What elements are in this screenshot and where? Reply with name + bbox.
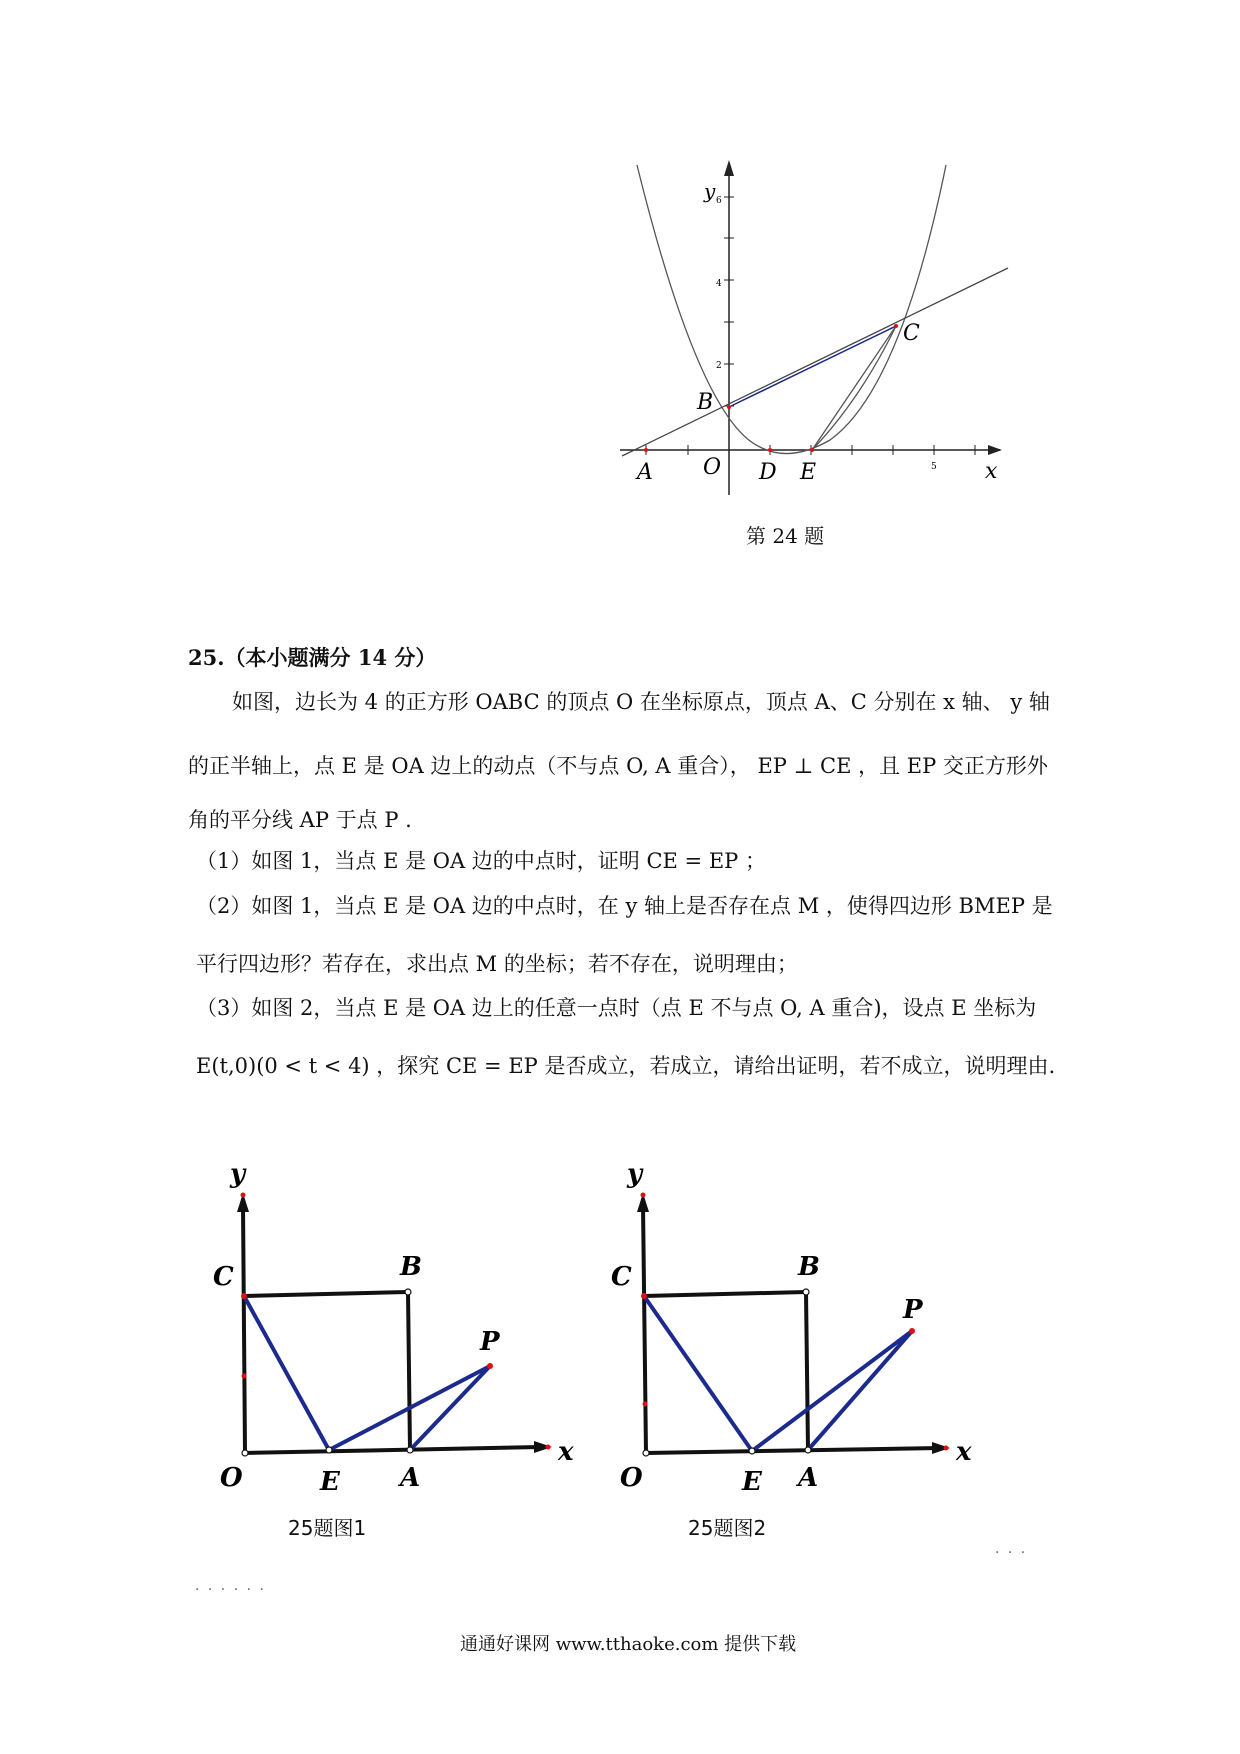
x-axis-label: x xyxy=(558,1437,574,1467)
label-b: B xyxy=(798,1252,820,1282)
problem-line-6: 平行四边形？若存在，求出点 M 的坐标；若不存在，说明理由； xyxy=(196,952,798,976)
label-a: A xyxy=(400,1463,421,1493)
segment-ap xyxy=(808,1331,912,1450)
label-c: C xyxy=(611,1262,632,1292)
label-p: P xyxy=(480,1327,500,1357)
figure-25-1 xyxy=(200,1140,580,1500)
problem-line-3: 角的平分线 AP 于点 P . xyxy=(188,808,412,832)
problem-line-7: （3）如图 2，当点 E 是 OA 边上的任意一点时（点 E 不与点 O, A 重合)，设点 E 坐标为 xyxy=(196,996,1037,1020)
x-axis-arrow xyxy=(988,445,1002,455)
square-top xyxy=(244,1292,408,1296)
label-b: B xyxy=(400,1252,422,1282)
segment-ce xyxy=(244,1296,329,1450)
problem-line-2: 的正半轴上，点 E 是 OA 边上的动点（不与点 O, A 重合）， EP ⊥ CE ，且 EP 交正方形外 xyxy=(188,754,1048,778)
y-axis-label: y xyxy=(627,1159,643,1189)
point-b xyxy=(727,405,731,409)
y-axis-label: y xyxy=(230,1159,246,1189)
segment-ep xyxy=(752,1331,912,1451)
decorative-dots: · · · xyxy=(995,1545,1028,1561)
figure-25-2 xyxy=(600,1140,990,1500)
problem-line-5: （2）如图 1，当点 E 是 OA 边的中点时，在 y 轴上是否存在点 M ，使得四边形 BMEP 是 xyxy=(196,894,1053,918)
x-axis xyxy=(646,1448,940,1453)
label-a: A xyxy=(798,1463,819,1493)
label-a: A xyxy=(637,460,653,485)
label-p: P xyxy=(903,1295,923,1325)
y-axis xyxy=(243,1205,245,1453)
label-o: O xyxy=(620,1463,643,1493)
label-c: C xyxy=(903,321,920,346)
point-e xyxy=(810,448,814,452)
x-axis-label: x xyxy=(985,459,998,484)
parabola-1 xyxy=(637,165,946,454)
decorative-dots: · · · · · · xyxy=(195,1582,266,1598)
label-d: D xyxy=(759,460,777,485)
x-axis xyxy=(244,1447,540,1453)
segment-ec xyxy=(812,326,896,450)
tick-label-5: 5 xyxy=(931,462,937,472)
label-e: E xyxy=(320,1467,340,1497)
x-axis-label: x xyxy=(956,1437,972,1467)
point-d xyxy=(768,448,772,452)
line-abc xyxy=(622,268,1008,456)
figure-24 xyxy=(600,150,1020,510)
square-right xyxy=(806,1292,808,1450)
figure-24-caption: 第 24 题 xyxy=(746,524,825,548)
tick-label-2: 2 xyxy=(716,361,722,371)
segment-ap xyxy=(410,1366,490,1450)
y-axis-label: y xyxy=(704,179,716,203)
problem-heading: 25.（本小题满分 14 分） xyxy=(188,645,437,670)
problem-line-8: E(t,0)(0 < t < 4) ，探究 CE = EP 是否成立，若成立，请给出证明，若不成立，说明理由. xyxy=(196,1054,1056,1078)
figure-25-2-caption: 25题图2 xyxy=(688,1516,767,1540)
segment-ce xyxy=(644,1296,752,1451)
label-b: B xyxy=(697,390,714,415)
tick-label-4: 4 xyxy=(716,279,722,289)
label-o: O xyxy=(220,1463,243,1493)
point-a xyxy=(644,448,648,452)
problem-line-4: （1）如图 1，当点 E 是 OA 边的中点时，证明 CE = EP ； xyxy=(196,849,766,873)
figure-25-1-caption: 25题图1 xyxy=(288,1516,367,1540)
square-top xyxy=(644,1292,806,1296)
label-o: O xyxy=(703,455,722,480)
label-c: C xyxy=(213,1262,234,1292)
tick-label-6: 6 xyxy=(716,196,722,206)
y-axis-arrow xyxy=(724,160,734,176)
square-right xyxy=(408,1292,410,1450)
label-e: E xyxy=(800,460,817,485)
problem-line-1: 如图，边长为 4 的正方形 OABC 的顶点 O 在坐标原点，顶点 A、C 分别在 x 轴、 y 轴 xyxy=(232,690,1050,714)
y-axis xyxy=(643,1205,646,1453)
point-c xyxy=(894,324,898,328)
page-footer: 通通好课网 www.tthaoke.com 提供下载 xyxy=(460,1634,797,1655)
segment-bc xyxy=(729,326,896,407)
label-e: E xyxy=(742,1467,762,1497)
